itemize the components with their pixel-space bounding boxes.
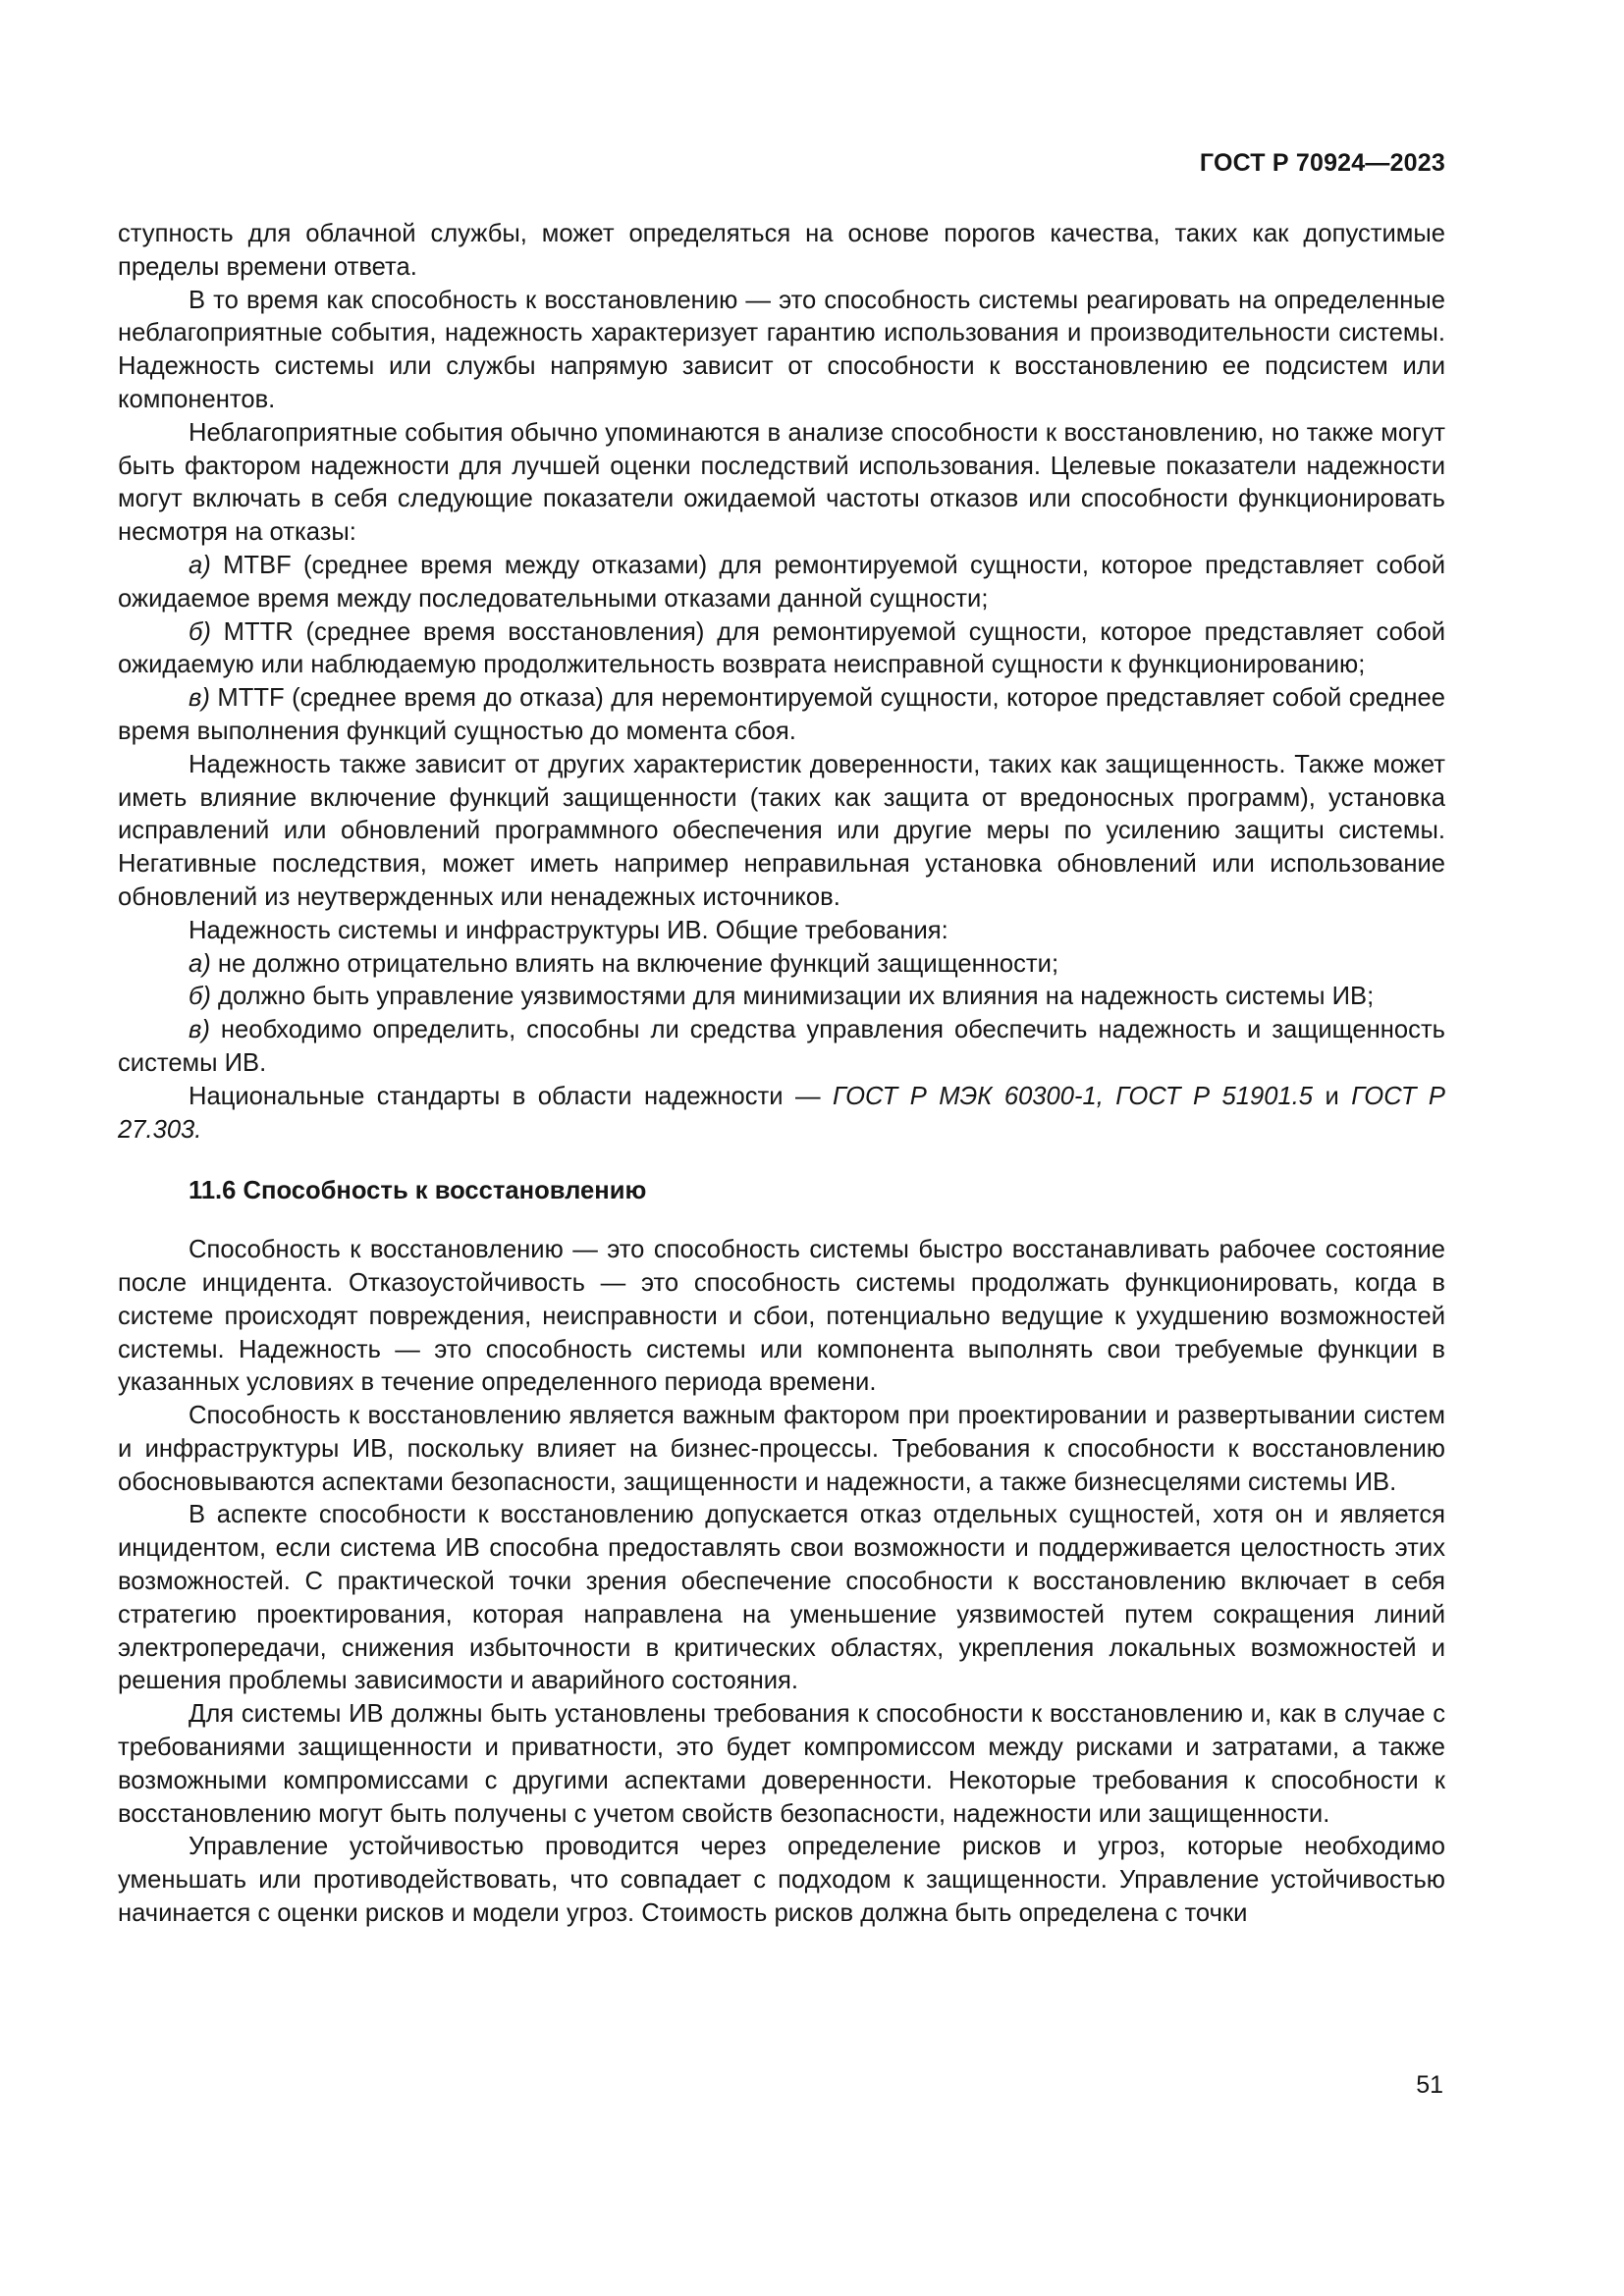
list-item-text: MTTR (среднее время восстановления) для ремонтируемой сущности, которое представляет собой ожидаемую или наблюдаемую продолжительность возврата неисправной сущности к функционированию; — [118, 617, 1445, 679]
paragraph: В аспекте способности к восстановлению допускается отказ отдельных сущностей, хотя он и является инцидентом, если система ИВ способна предоставлять свои возможности и поддерживается целостность этих возможностей. С практической точки зрения обеспечение способности к восстановлению включает в себя стратегию проектирования, которая направлена на уменьшение уязвимостей путем сокращения линий электропередачи, снижения избыточности в критических областях, укрепления локальных возможностей и решения проблемы зависимости и аварийного состояния. — [118, 1501, 1445, 1695]
document-code: ГОСТ Р 70924—2023 — [1199, 149, 1445, 177]
list-item-text: MTBF (среднее время между отказами) для ремонтируемой сущности, которое представляет собой ожидаемое время между последовательными отказами данной сущности; — [118, 551, 1445, 613]
list-marker: б) — [189, 983, 211, 1011]
list-marker: б) — [189, 617, 211, 646]
list-marker: в) — [189, 684, 210, 713]
list-item — [118, 948, 1445, 982]
list-item-mttr — [118, 616, 1445, 683]
list-item-mttf — [118, 682, 1445, 749]
paragraph: Способность к восстановлению — это способность системы быстро восстанавливать рабочее состояние после инцидента. Отказоустойчивость — это способность системы продолжать функционировать, когда в системе происходят повреждения, неисправности и сбои, потенциально ведущие к ухудшению возможностей системы. Надежность — это способность системы или компонента выполнять свои требуемые функции в указанных условиях в течение определенного периода времени. — [118, 1236, 1445, 1397]
paragraph: Надежность также зависит от других характеристик доверенности, таких как защищенность. Также может иметь влияние включение функций защищенности (таких как защита от вредоносных программ), установка исправлений или обновлений программного обеспечения или другие меры по усилению защиты системы. Негативные последствия, может иметь например неправильная установка обновлений или использование обновлений из неутвержденных или ненадежных источников. — [118, 750, 1445, 911]
reference-conjunction: и — [1313, 1082, 1352, 1110]
list-item-text: MTTF (среднее время до отказа) для неремонтируемой сущности, которое представляет собой среднее время выполнения функций сущностью до момента сбоя. — [118, 684, 1445, 745]
standard-reference: ГОСТ Р 27.303. — [118, 1082, 1445, 1144]
list-item-mtbf — [118, 550, 1445, 616]
page-content — [118, 218, 1445, 1931]
paragraph: Надежность системы и инфраструктуры ИВ. Общие требования: — [189, 916, 948, 944]
paragraph: В то время как способность к восстановлению — это способность системы реагировать на определенные неблагоприятные события, надежность характеризует гарантию использования и производительности системы. Надежность системы или службы напрямую зависит от способности к восстановлению ее подсистем или компонентов. — [118, 286, 1445, 413]
paragraph-continuation: ступность для облачной службы, может определяться на основе порогов качества, таких как допустимые пределы времени ответа. — [118, 220, 1445, 281]
reference-lead: Национальные стандарты в области надежности — — [189, 1082, 834, 1110]
list-item-text: не должно отрицательно влиять на включение функций защищенности; — [210, 949, 1059, 978]
list-marker: в) — [189, 1016, 210, 1044]
page-number: 51 — [1416, 2071, 1443, 2099]
list-marker: а) — [189, 551, 211, 579]
list-marker: а) — [189, 949, 211, 978]
list-item-text: необходимо определить, способны ли средства управления обеспечить надежность и защищенность системы ИВ. — [118, 1016, 1445, 1077]
paragraph: Управление устойчивостью проводится через определение рисков и угроз, которые необходимо уменьшать или противодействовать, что совпадает с подходом к защищенности. Управление устойчивостью начинается с оценки рисков и модели угроз. Стоимость рисков должна быть определена с точки — [118, 1833, 1445, 1928]
standards-reference-paragraph — [118, 1081, 1445, 1148]
section-heading: 11.6 Способность к восстановлению — [189, 1177, 647, 1205]
paragraph: Способность к восстановлению является важным фактором при проектировании и развертывании систем и инфраструктуры ИВ, поскольку влияет на бизнес-процессы. Требования к способности к восстановлению обосновываются аспектами безопасности, защищенности и надежности, а также бизнесцелями системы ИВ. — [118, 1402, 1445, 1496]
standard-reference: ГОСТ Р МЭК 60300-1, ГОСТ Р 51901.5 — [833, 1082, 1314, 1110]
list-item — [118, 981, 1445, 1014]
list-item — [118, 1014, 1445, 1081]
list-item-text: должно быть управление уязвимостями для минимизации их влияния на надежность системы ИВ; — [210, 983, 1375, 1011]
paragraph: Неблагоприятные события обычно упоминаются в анализе способности к восстановлению, но также могут быть фактором надежности для лучшей оценки последствий использования. Целевые показатели надежности могут включать в себя следующие показатели ожидаемой частоты отказов или способности функционировать несмотря на отказы: — [118, 418, 1445, 547]
paragraph: Для системы ИВ должны быть установлены требования к способности к восстановлению и, как в случае с требованиями защищенности и приватности, это будет компромиссом между рисками и затратами, а также возможными компромиссами с другими аспектами доверенности. Некоторые требования к способности к восстановлению могут быть получены с учетом свойств безопасности, надежности или защищенности. — [118, 1700, 1445, 1828]
